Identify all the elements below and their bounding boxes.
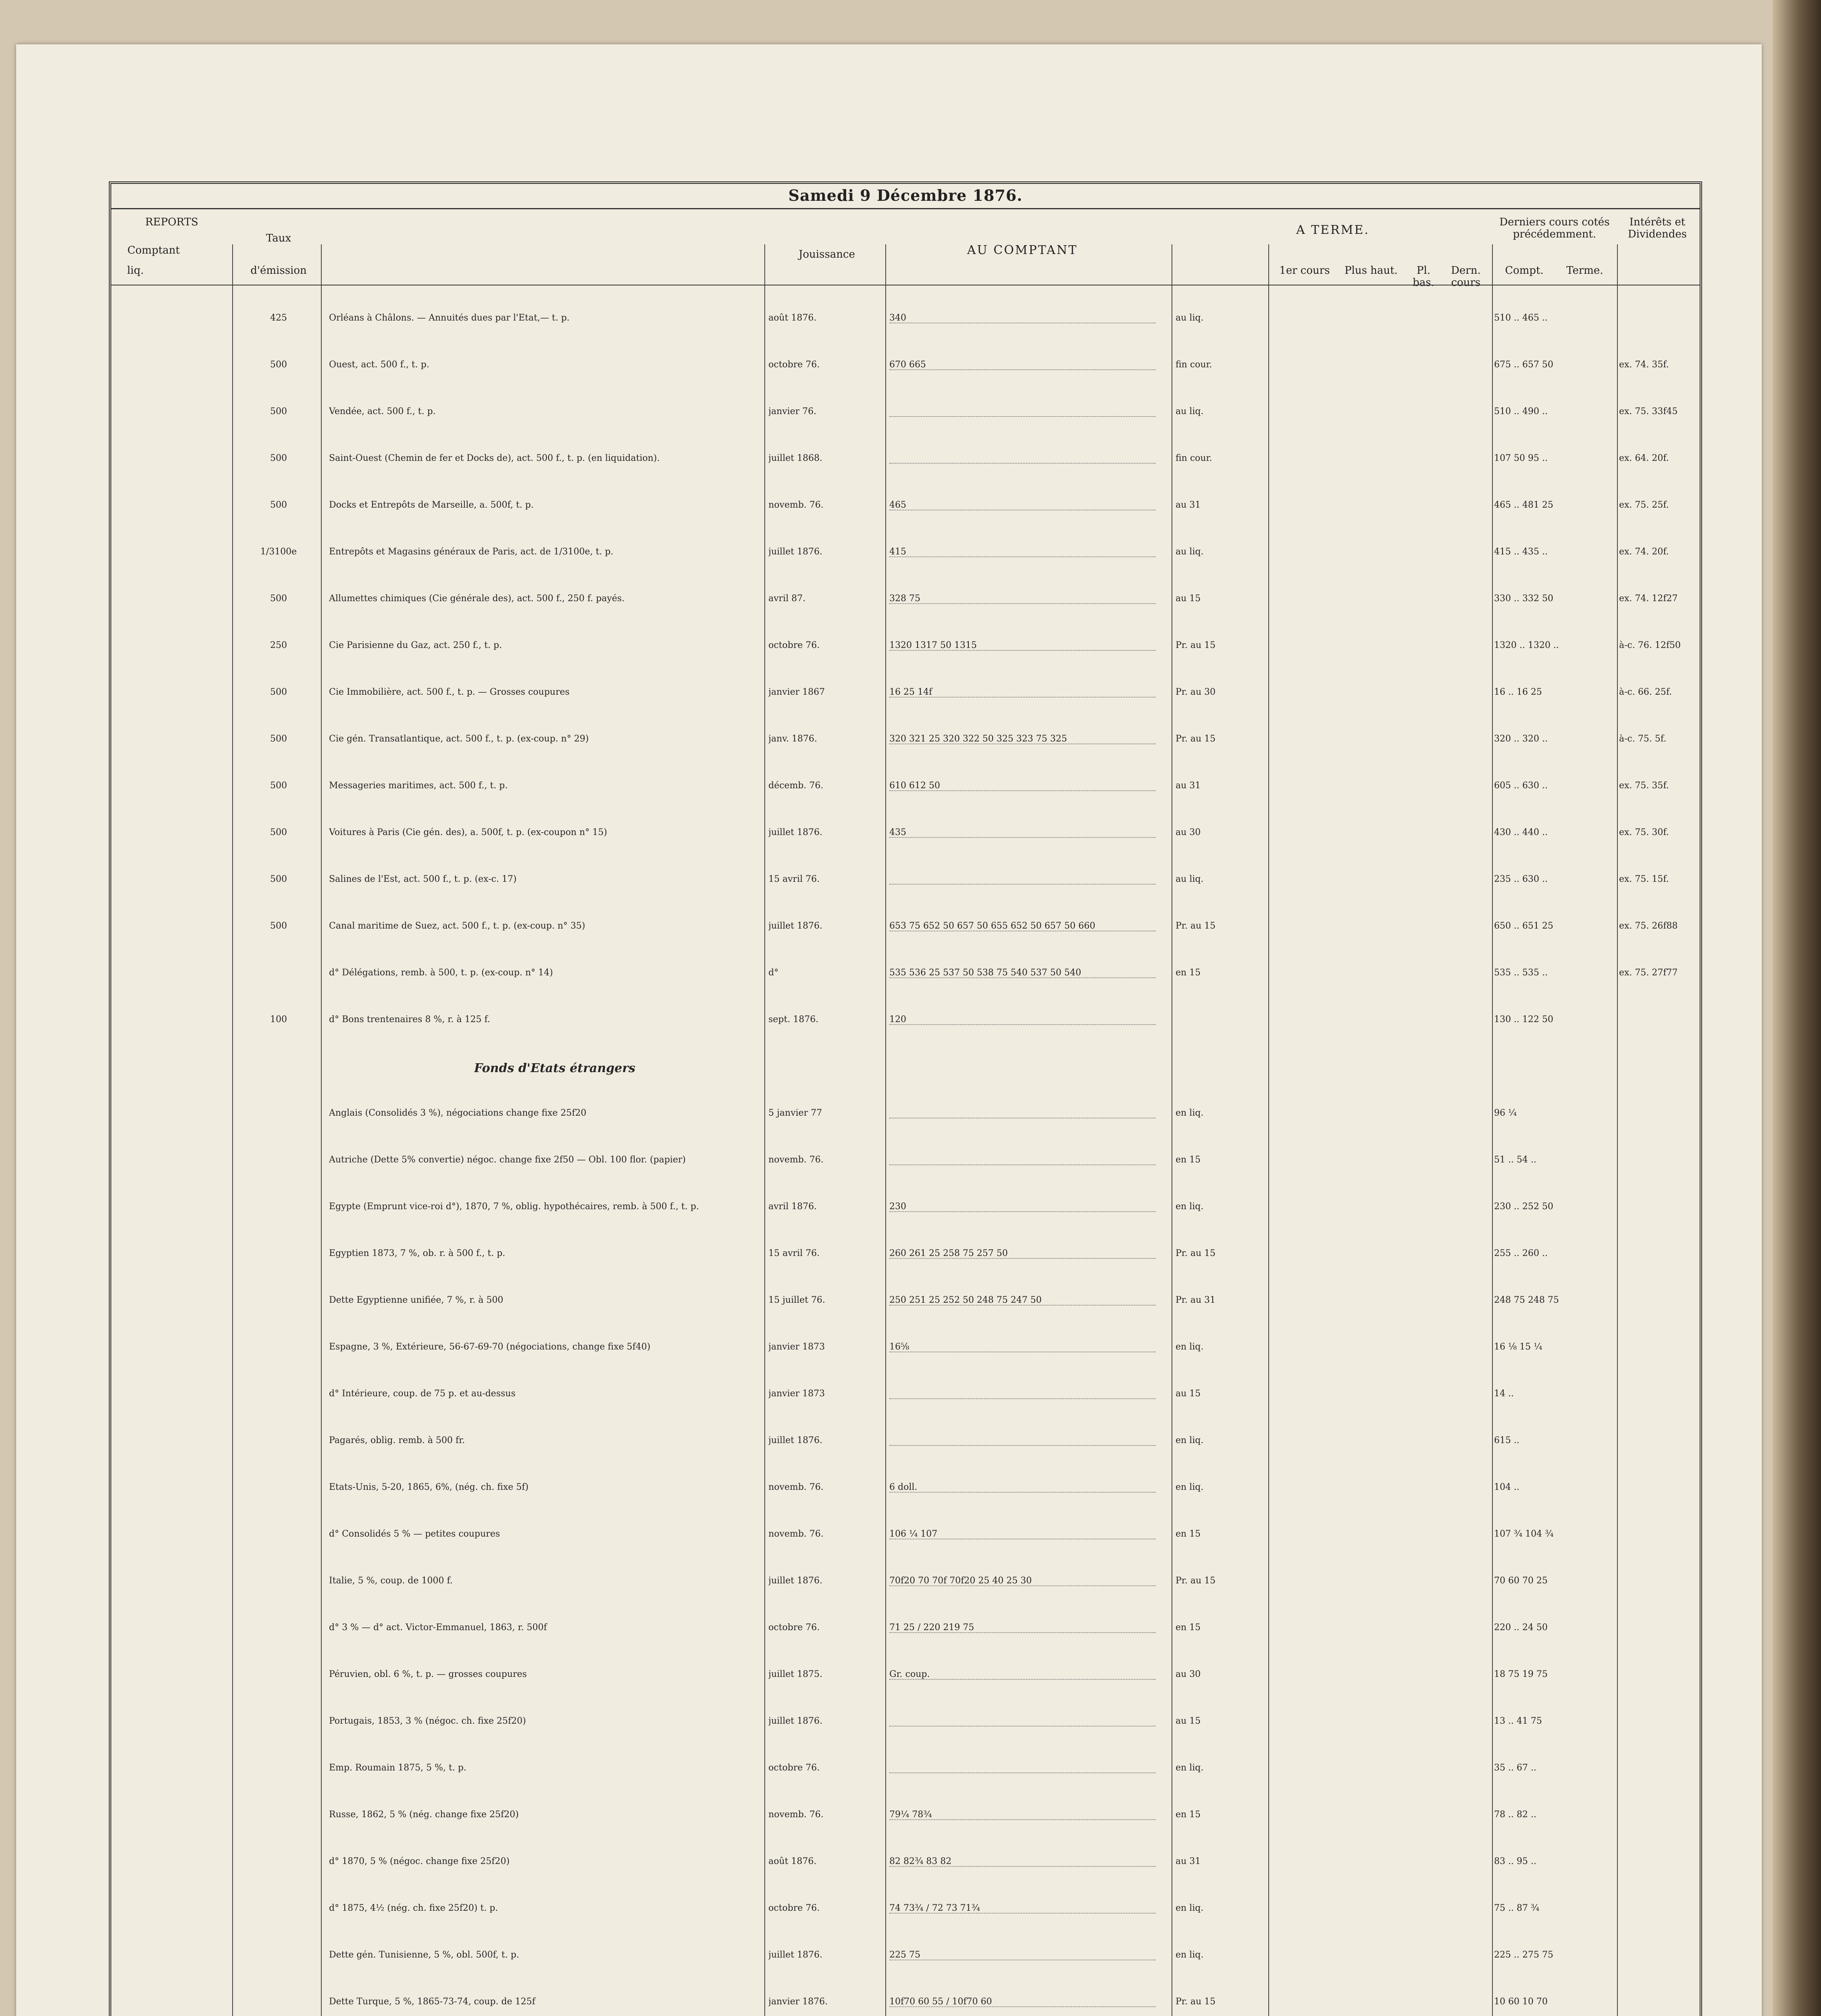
jouissance-date: juillet 1876.	[768, 547, 822, 557]
security-name: d° 1870, 5 % (négoc. change fixe 25f20)	[329, 1856, 510, 1866]
forward-settlement: en liq.	[1176, 1342, 1204, 1352]
cash-prices: Gr. coup.	[889, 1669, 930, 1679]
jouissance-date: juillet 1876.	[768, 1435, 822, 1445]
header-a-terme: A TERME.	[1296, 223, 1369, 237]
previous-prices: 104 ..	[1494, 1482, 1519, 1492]
cash-prices: 465	[889, 500, 906, 510]
jouissance-date: novemb. 76.	[768, 500, 824, 510]
jouissance-date: novemb. 76.	[768, 1810, 824, 1820]
interest-dividends: ex. 74. 20f.	[1619, 547, 1669, 557]
header-comptant: Comptant	[127, 244, 180, 256]
issue-rate: 425	[270, 313, 287, 323]
jouissance-date: janvier 1873	[768, 1389, 825, 1399]
interest-dividends: ex. 75. 26f88	[1619, 921, 1678, 931]
forward-settlement: en 15	[1176, 1529, 1201, 1539]
quotation-row	[111, 1712, 1700, 1734]
cash-prices: 230	[889, 1202, 906, 1212]
newspaper-page	[16, 44, 1762, 2016]
previous-prices: 51 .. 54 ..	[1494, 1155, 1536, 1165]
previous-prices: 16 .. 16 25	[1494, 687, 1542, 697]
previous-prices: 107 50 95 ..	[1494, 453, 1548, 463]
previous-prices: 14 ..	[1494, 1389, 1514, 1399]
forward-settlement: en 15	[1176, 1622, 1201, 1633]
page-title: Samedi 9 Décembre 1876.	[788, 186, 1023, 204]
quotation-row	[111, 1525, 1700, 1547]
forward-settlement: Pr. au 15	[1176, 921, 1216, 931]
previous-prices: 248 75 248 75	[1494, 1295, 1559, 1305]
jouissance-date: novemb. 76.	[768, 1482, 824, 1492]
previous-prices: 70 60 70 25	[1494, 1576, 1548, 1586]
leader-dots	[889, 1398, 1155, 1399]
issue-rate: 500	[270, 827, 287, 837]
security-name: Italie, 5 %, coup. de 1000 f.	[329, 1576, 453, 1586]
jouissance-date: janvier 1867	[768, 687, 825, 697]
security-name: Allumettes chimiques (Cie générale des), act. 500 f., 250 f. payés.	[329, 594, 625, 604]
header-terme-col-3: Pl. bas.	[1413, 264, 1434, 289]
quotation-row	[111, 402, 1700, 424]
header-terme-col-1: 1er cours	[1279, 264, 1330, 277]
title-rule	[111, 208, 1700, 209]
leader-dots	[889, 416, 1155, 417]
previous-prices: 255 .. 260 ..	[1494, 1248, 1548, 1258]
book-spine	[1773, 0, 1821, 2016]
previous-prices: 330 .. 332 50	[1494, 594, 1553, 604]
interest-dividends: ex. 64. 20f.	[1619, 453, 1669, 463]
previous-prices: 10 60 10 70	[1494, 1997, 1548, 2007]
quotation-row	[111, 917, 1700, 939]
header-jouissance: Jouissance	[798, 248, 855, 260]
issue-rate: 500	[270, 453, 287, 463]
previous-prices: 130 .. 122 50	[1494, 1014, 1553, 1025]
issue-rate: 500	[270, 734, 287, 744]
forward-settlement: en 15	[1176, 1810, 1201, 1820]
security-name: Cie Parisienne du Gaz, act. 250 f., t. p.	[329, 640, 502, 650]
forward-settlement: au 31	[1176, 781, 1201, 791]
previous-prices: 13 .. 41 75	[1494, 1716, 1542, 1726]
header-reports: REPORTS	[145, 216, 198, 228]
header-au-comptant: AU COMPTANT	[967, 243, 1078, 257]
cash-prices: 435	[889, 827, 906, 837]
jouissance-date: décemb. 76.	[768, 781, 824, 791]
security-name: Cie gén. Transatlantique, act. 500 f., t. p. (ex-coup. n° 29)	[329, 734, 589, 744]
issue-rate: 500	[270, 687, 287, 697]
quotation-row	[111, 1946, 1700, 1968]
quotation-row	[111, 1572, 1700, 1593]
header-terme-col-4: Dern. cours	[1451, 264, 1481, 289]
security-name: Messageries maritimes, act. 500 f., t. p.	[329, 781, 508, 791]
jouissance-date: juillet 1876.	[768, 1576, 822, 1586]
quotation-row	[111, 1899, 1700, 1921]
interest-dividends: ex. 74. 12f27	[1619, 594, 1678, 604]
cash-prices: 328 75	[889, 594, 920, 604]
interest-dividends: ex. 75. 15f.	[1619, 874, 1669, 884]
security-name: d° 3 % — d° act. Victor-Emmanuel, 1863, r. 500f	[329, 1622, 547, 1633]
security-name: Portugais, 1853, 3 % (négoc. ch. fixe 25f20)	[329, 1716, 526, 1726]
issue-rate: 500	[270, 921, 287, 931]
interest-dividends: ex. 75. 33f45	[1619, 406, 1678, 417]
issue-rate: 250	[270, 640, 287, 650]
cash-prices: 610 612 50	[889, 781, 940, 791]
interest-dividends: ex. 75. 30f.	[1619, 827, 1669, 837]
previous-prices: 675 .. 657 50	[1494, 360, 1553, 370]
previous-prices: 83 .. 95 ..	[1494, 1856, 1536, 1866]
issue-rate: 500	[270, 406, 287, 417]
security-name: Canal maritime de Suez, act. 500 f., t. p. (ex-coup. n° 35)	[329, 921, 585, 931]
quotation-row	[111, 1806, 1700, 1827]
quotation-row	[111, 589, 1700, 611]
quotation-row	[111, 1385, 1700, 1406]
security-name: Emp. Roumain 1875, 5 %, t. p.	[329, 1763, 466, 1773]
header-taux: Taux	[266, 232, 291, 244]
forward-settlement: Pr. au 15	[1176, 640, 1216, 650]
jouissance-date: avril 87.	[768, 594, 806, 604]
issue-rate: 500	[270, 360, 287, 370]
header-derniers-compt: Compt.	[1505, 264, 1544, 277]
jouissance-date: 15 avril 76.	[768, 1248, 820, 1258]
security-name: d° 1875, 4½ (nég. ch. fixe 25f20) t. p.	[329, 1903, 498, 1913]
jouissance-date: 15 juillet 76.	[768, 1295, 825, 1305]
cash-prices: 415	[889, 547, 906, 557]
forward-settlement: au 15	[1176, 1389, 1201, 1399]
jouissance-date: juillet 1875.	[768, 1669, 822, 1679]
jouissance-date: 15 avril 76.	[768, 874, 820, 884]
security-name: Egypte (Emprunt vice-roi d°), 1870, 7 %, oblig. hypothécaires, remb. à 500 f., t. p.	[329, 1202, 699, 1212]
jouissance-date: sept. 1876.	[768, 1014, 819, 1025]
cash-prices: 1320 1317 50 1315	[889, 640, 977, 650]
quotation-row	[111, 777, 1700, 798]
quotation-row	[111, 356, 1700, 377]
security-name: Etats-Unis, 5-20, 1865, 6%, (nég. ch. fixe 5f)	[329, 1482, 529, 1492]
leader-dots	[889, 1726, 1155, 1727]
forward-settlement: en liq.	[1176, 1903, 1204, 1913]
section-heading	[111, 1057, 1700, 1079]
jouissance-date: novemb. 76.	[768, 1155, 824, 1165]
security-name: Orléans à Châlons. — Annuités dues par l'Etat,— t. p.	[329, 313, 570, 323]
cash-prices: 16⅝	[889, 1342, 909, 1352]
cash-prices: 340	[889, 313, 906, 323]
issue-rate: 500	[270, 874, 287, 884]
forward-settlement: en liq.	[1176, 1435, 1204, 1445]
jouissance-date: juillet 1876.	[768, 921, 822, 931]
header-derniers-terme: Terme.	[1566, 264, 1603, 277]
cash-prices: 120	[889, 1014, 906, 1025]
jouissance-date: juillet 1868.	[768, 453, 822, 463]
previous-prices: 615 ..	[1494, 1435, 1519, 1445]
security-name: Dette Turque, 5 %, 1865-73-74, coup. de 125f	[329, 1997, 535, 2007]
security-name: Espagne, 3 %, Extérieure, 56-67-69-70 (négociations, change fixe 5f40)	[329, 1342, 651, 1352]
forward-settlement: en 15	[1176, 968, 1201, 978]
jouissance-date: janvier 76.	[768, 406, 817, 417]
quotation-row	[111, 1665, 1700, 1687]
previous-prices: 75 .. 87 ¾	[1494, 1903, 1540, 1913]
leader-dots	[889, 884, 1155, 885]
jouissance-date: août 1876.	[768, 1856, 817, 1866]
issue-rate: 500	[270, 594, 287, 604]
stock-quotation-table	[109, 181, 1702, 2016]
jouissance-date: octobre 76.	[768, 640, 820, 650]
security-name: d° Consolidés 5 % — petites coupures	[329, 1529, 500, 1539]
forward-settlement: au 31	[1176, 1856, 1201, 1866]
security-name: Voitures à Paris (Cie gén. des), a. 500f, t. p. (ex-coupon n° 15)	[329, 827, 607, 837]
jouissance-date: octobre 76.	[768, 1903, 820, 1913]
previous-prices: 18 75 19 75	[1494, 1669, 1548, 1679]
quotation-row	[111, 1010, 1700, 1032]
forward-settlement: au 30	[1176, 827, 1201, 837]
interest-dividends: à-c. 76. 12f50	[1619, 640, 1681, 650]
issue-rate: 1/3100e	[260, 547, 297, 557]
jouissance-date: novemb. 76.	[768, 1529, 824, 1539]
forward-settlement: au 15	[1176, 594, 1201, 604]
previous-prices: 415 .. 435 ..	[1494, 547, 1548, 557]
quotation-row	[111, 1993, 1700, 2014]
interest-dividends: ex. 75. 35f.	[1619, 781, 1669, 791]
previous-prices: 650 .. 651 25	[1494, 921, 1553, 931]
security-name: Docks et Entrepôts de Marseille, a. 500f, t. p.	[329, 500, 534, 510]
quotation-row	[111, 1104, 1700, 1126]
quotation-row	[111, 496, 1700, 518]
quotation-row	[111, 1618, 1700, 1640]
quotation-row	[111, 449, 1700, 471]
header-derniers: Derniers cours cotés précédemment.	[1499, 216, 1610, 240]
cash-prices: 71 25 / 220 219 75	[889, 1622, 974, 1633]
previous-prices: 235 .. 630 ..	[1494, 874, 1548, 884]
security-name: Autriche (Dette 5% convertie) négoc. change fixe 2f50 — Obl. 100 flor. (papier)	[329, 1155, 686, 1165]
header-taux-sub: d'émission	[250, 264, 307, 277]
jouissance-date: juillet 1876.	[768, 1950, 822, 1960]
quotation-row	[111, 1151, 1700, 1173]
quotation-row	[111, 730, 1700, 752]
header-terme-col-2: Plus haut.	[1344, 264, 1398, 277]
forward-settlement: au liq.	[1176, 313, 1204, 323]
leader-dots	[889, 1445, 1155, 1446]
previous-prices: 107 ¾ 104 ¾	[1494, 1529, 1554, 1539]
quotation-row	[111, 1431, 1700, 1453]
forward-settlement: en liq.	[1176, 1108, 1204, 1118]
previous-prices: 225 .. 275 75	[1494, 1950, 1553, 1960]
previous-prices: 1320 .. 1320 ..	[1494, 640, 1559, 650]
quotation-row	[111, 309, 1700, 331]
cash-prices: 6 doll.	[889, 1482, 918, 1492]
interest-dividends: ex. 75. 27f77	[1619, 968, 1678, 978]
security-name: Ouest, act. 500 f., t. p.	[329, 360, 429, 370]
interest-dividends: ex. 74. 35f.	[1619, 360, 1669, 370]
security-name: Russe, 1862, 5 % (nég. change fixe 25f20)	[329, 1810, 519, 1820]
jouissance-date: octobre 76.	[768, 360, 820, 370]
quotation-row	[111, 683, 1700, 705]
quotation-row	[111, 543, 1700, 564]
cash-prices: 225 75	[889, 1950, 920, 1960]
jouissance-date: août 1876.	[768, 313, 817, 323]
jouissance-date: juillet 1876.	[768, 1716, 822, 1726]
jouissance-date: octobre 76.	[768, 1622, 820, 1633]
cash-prices: 79¼ 78¾	[889, 1810, 932, 1820]
forward-settlement: fin cour.	[1176, 360, 1212, 370]
security-name: Salines de l'Est, act. 500 f., t. p. (ex-c. 17)	[329, 874, 517, 884]
jouissance-date: 5 janvier 77	[768, 1108, 822, 1118]
forward-settlement: en liq.	[1176, 1482, 1204, 1492]
header-interets: Intérêts et Dividendes	[1627, 216, 1687, 240]
previous-prices: 510 .. 465 ..	[1494, 313, 1548, 323]
security-name: Péruvien, obl. 6 %, t. p. — grosses coupures	[329, 1669, 527, 1679]
leader-dots	[889, 1164, 1155, 1165]
leader-dots	[889, 1772, 1155, 1773]
issue-rate: 100	[270, 1014, 287, 1025]
quotation-row	[111, 1338, 1700, 1360]
jouissance-date: janvier 1873	[768, 1342, 825, 1352]
forward-settlement: au liq.	[1176, 547, 1204, 557]
cash-prices: 70f20 70 70f 70f20 25 40 25 30	[889, 1576, 1032, 1586]
section-title: Fonds d'Etats étrangers	[474, 1061, 636, 1075]
previous-prices: 78 .. 82 ..	[1494, 1810, 1536, 1820]
cash-prices: 106 ¼ 107	[889, 1529, 938, 1539]
interest-dividends: à-c. 75. 5f.	[1619, 734, 1667, 744]
cash-prices: 260 261 25 258 75 257 50	[889, 1248, 1008, 1258]
forward-settlement: en liq.	[1176, 1763, 1204, 1773]
security-name: d° Intérieure, coup. de 75 p. et au-dessus	[329, 1389, 516, 1399]
forward-settlement: Pr. au 15	[1176, 1248, 1216, 1258]
quotation-row	[111, 964, 1700, 985]
jouissance-date: octobre 76.	[768, 1763, 820, 1773]
security-name: Entrepôts et Magasins généraux de Paris, act. de 1/3100e, t. p.	[329, 547, 614, 557]
security-name: Dette gén. Tunisienne, 5 %, obl. 500f, t. p.	[329, 1950, 519, 1960]
previous-prices: 510 .. 490 ..	[1494, 406, 1548, 417]
interest-dividends: à-c. 66. 25f.	[1619, 687, 1672, 697]
security-name: Anglais (Consolidés 3 %), négociations change fixe 25f20	[329, 1108, 587, 1118]
issue-rate: 500	[270, 781, 287, 791]
quotation-row	[111, 1478, 1700, 1500]
previous-prices: 230 .. 252 50	[1494, 1202, 1553, 1212]
cash-prices: 74 73¾ / 72 73 71¾	[889, 1903, 980, 1913]
quotation-row	[111, 1291, 1700, 1313]
issue-rate: 500	[270, 500, 287, 510]
cash-prices: 535 536 25 537 50 538 75 540 537 50 540	[889, 968, 1081, 978]
jouissance-date: d°	[768, 968, 779, 978]
security-name: Pagarés, oblig. remb. à 500 fr.	[329, 1435, 465, 1445]
jouissance-date: janvier 1876.	[768, 1997, 828, 2007]
forward-settlement: au liq.	[1176, 406, 1204, 417]
previous-prices: 535 .. 535 ..	[1494, 968, 1548, 978]
security-name: d° Délégations, remb. à 500, t. p. (ex-coup. n° 14)	[329, 968, 553, 978]
forward-settlement: en liq.	[1176, 1202, 1204, 1212]
cash-prices: 10f70 60 55 / 10f70 60	[889, 1997, 992, 2007]
quotation-row	[111, 1244, 1700, 1266]
quotation-row	[111, 823, 1700, 845]
forward-settlement: au 15	[1176, 1716, 1201, 1726]
forward-settlement: fin cour.	[1176, 453, 1212, 463]
previous-prices: 96 ¼	[1494, 1108, 1517, 1118]
jouissance-date: avril 1876.	[768, 1202, 817, 1212]
security-name: Cie Immobilière, act. 500 f., t. p. — Grosses coupures	[329, 687, 570, 697]
forward-settlement: Pr. au 15	[1176, 1576, 1216, 1586]
security-name: Vendée, act. 500 f., t. p.	[329, 406, 436, 417]
quotation-row	[111, 870, 1700, 892]
previous-prices: 220 .. 24 50	[1494, 1622, 1548, 1633]
forward-settlement: en 15	[1176, 1155, 1201, 1165]
cash-prices: 320 321 25 320 322 50 325 323 75 325	[889, 734, 1067, 744]
quotation-row	[111, 1198, 1700, 1219]
leader-dots	[889, 463, 1155, 464]
forward-settlement: au liq.	[1176, 874, 1204, 884]
jouissance-date: janv. 1876.	[768, 734, 817, 744]
forward-settlement: Pr. au 31	[1176, 1295, 1216, 1305]
previous-prices: 16 ⅛ 15 ¼	[1494, 1342, 1542, 1352]
forward-settlement: au 31	[1176, 500, 1201, 510]
forward-settlement: Pr. au 15	[1176, 734, 1216, 744]
security-name: d° Bons trentenaires 8 %, r. à 125 f.	[329, 1014, 490, 1025]
previous-prices: 320 .. 320 ..	[1494, 734, 1548, 744]
quotation-row	[111, 636, 1700, 658]
cash-prices: 653 75 652 50 657 50 655 652 50 657 50 660	[889, 921, 1095, 931]
cash-prices: 250 251 25 252 50 248 75 247 50	[889, 1295, 1042, 1305]
jouissance-date: juillet 1876.	[768, 827, 822, 837]
previous-prices: 35 .. 67 ..	[1494, 1763, 1536, 1773]
quotation-row	[111, 1759, 1700, 1781]
security-name: Egyptien 1873, 7 %, ob. r. à 500 f., t. p.	[329, 1248, 506, 1258]
forward-settlement: en liq.	[1176, 1950, 1204, 1960]
previous-prices: 465 .. 481 25	[1494, 500, 1553, 510]
cash-prices: 670 665	[889, 360, 926, 370]
previous-prices: 430 .. 440 ..	[1494, 827, 1548, 837]
security-name: Saint-Ouest (Chemin de fer et Docks de), act. 500 f., t. p. (en liquidation).	[329, 453, 660, 463]
quotation-row	[111, 1852, 1700, 1874]
forward-settlement: Pr. au 30	[1176, 687, 1216, 697]
forward-settlement: au 30	[1176, 1669, 1201, 1679]
forward-settlement: Pr. au 15	[1176, 1997, 1216, 2007]
interest-dividends: ex. 75. 25f.	[1619, 500, 1669, 510]
previous-prices: 605 .. 630 ..	[1494, 781, 1548, 791]
cash-prices: 16 25 14f	[889, 687, 932, 697]
header-liq: liq.	[127, 264, 144, 277]
cash-prices: 82 82¾ 83 82	[889, 1856, 952, 1866]
security-name: Dette Egyptienne unifiée, 7 %, r. à 500	[329, 1295, 504, 1305]
